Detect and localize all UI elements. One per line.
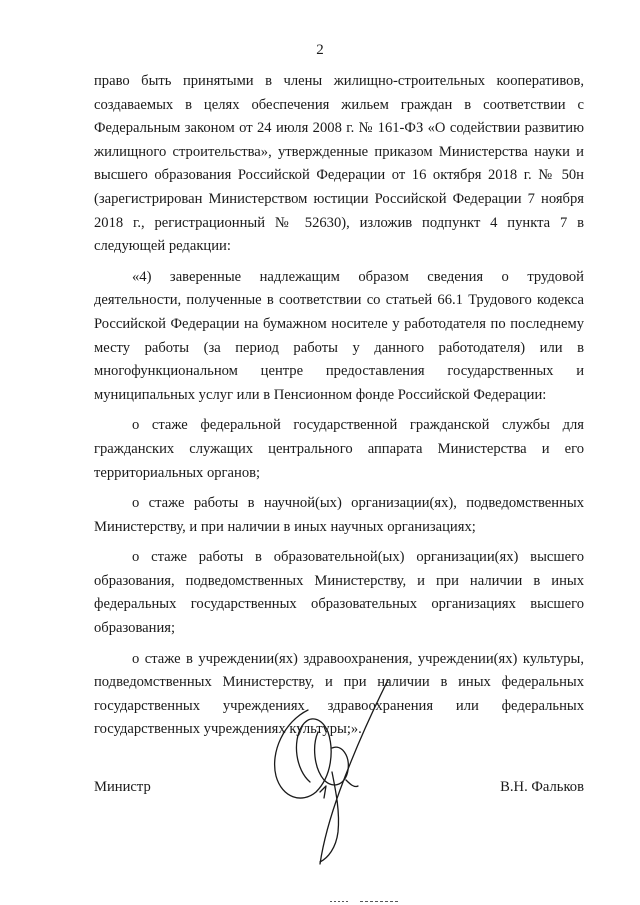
signatory-title: Министр bbox=[94, 779, 151, 795]
paragraph-educational: о стаже работы в образовательной(ых) организации(ях) высшего образования, подведомственных Министерству, и при наличии в иных федеральных государственных образовательных организациях высшего образования; bbox=[94, 549, 584, 637]
paragraph-item-4: «4) заверенные надлежащим образом сведения о трудовой деятельности, полученные в соответствии со статьей 66.1 Трудового кодекса Российской Федерации на бумажном носителе у работодателя по последнему месту работы (за период работы у данного работодателя) или в многофункциональном центре предоставления государственных и муниципальных услуг или в Пенсионном фонде Российской Федерации: bbox=[94, 268, 584, 403]
paragraph-civil-service: о стаже федеральной государственной гражданской службы для гражданских служащих центрального аппарата Министерства и его территориальных органов; bbox=[94, 417, 584, 481]
scan-edge-marks bbox=[330, 900, 410, 903]
document-body bbox=[94, 70, 584, 742]
handwritten-signature bbox=[262, 672, 402, 872]
page-number: 2 bbox=[316, 42, 324, 58]
paragraph-scientific: о стаже работы в научной(ых) организации(ях), подведомственных Министерству, и при наличии в иных научных организациях; bbox=[94, 495, 584, 535]
paragraph-healthcare-culture: о стаже в учреждении(ях) здравоохранения, учреждении(ях) культуры, подведомственных Министерству, и при наличии в иных федеральных государственных учреждениях здравоохранения или федеральных государственных учреждениях культуры;». bbox=[94, 650, 584, 738]
signatory-name: В.Н. Фальков bbox=[500, 779, 584, 795]
paragraph-intro: право быть принятыми в члены жилищно-строительных кооперативов, создаваемых в целях обеспечения жильем граждан в соответствии с Федеральным законом от 24 июля 2008 г. № 161-ФЗ «О содействии развитию жилищного строительства», утвержденные приказом Министерства науки и высшего образования Российской Федерации от 16 октября 2018 г. № 50н (зарегистрирован Министерством юстиции Российской Федерации 7 ноября 2018 г., регистрационный № 52630), изложив подпункт 4 пункта 7 в следующей редакции: bbox=[94, 73, 584, 255]
